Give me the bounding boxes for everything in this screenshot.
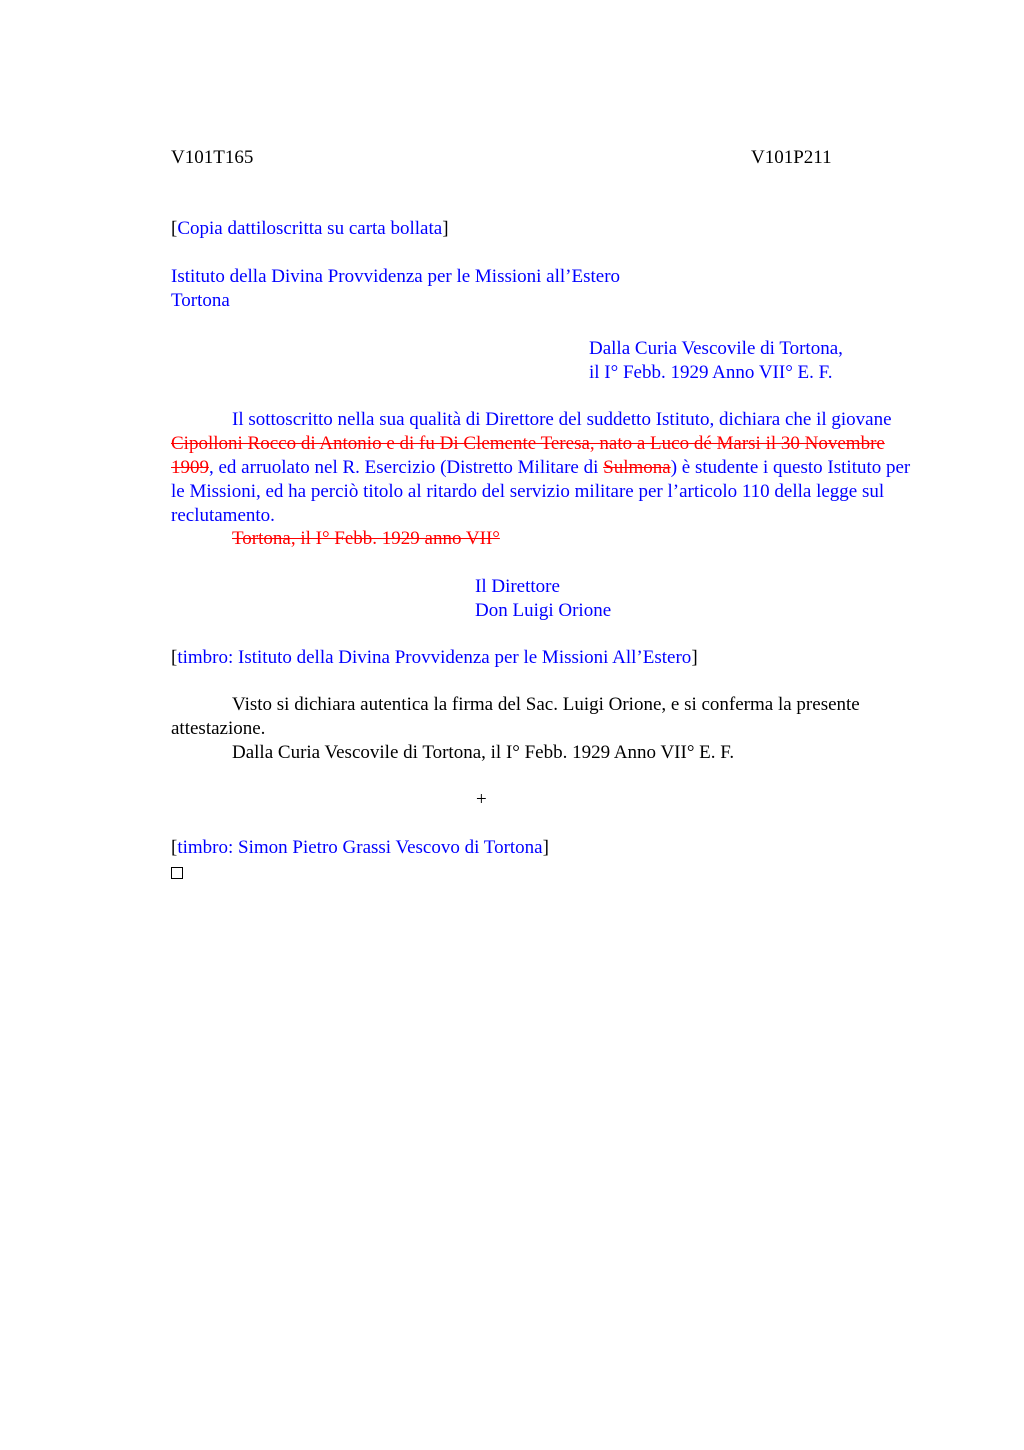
note-text: Copia dattiloscritta su carta bollata [177, 218, 443, 239]
cross-symbol: + [476, 789, 487, 810]
deleted-district: Sulmona [603, 457, 671, 478]
signature-name: Don Luigi Orione [475, 600, 612, 621]
attestation-dateline [232, 741, 992, 765]
declaration-part1: Il sottoscritto nella sua qualità di Direttore del suddetto Istituto, dichiara che il giovane [232, 409, 892, 430]
end-marker [171, 860, 931, 884]
attestation-date-text: Dalla Curia Vescovile di Tortona, il I° Febb. 1929 Anno VII° E. F. [232, 742, 735, 763]
empty-square-icon [171, 867, 183, 879]
header-right-code: V101P211 [751, 147, 832, 168]
stamp-institute-text: timbro: Istituto della Divina Provvidenza per le Missioni All’Estero [177, 647, 692, 668]
stamp-bishop-text: timbro: Simon Pietro Grassi Vescovo di Tortona [177, 837, 543, 858]
signature-block [475, 575, 775, 623]
deleted-date-line [232, 527, 992, 551]
bracket-open: [ [171, 647, 178, 668]
bracket-close: ] [442, 218, 449, 239]
attestation-paragraph [171, 693, 916, 741]
bracket-open: [ [171, 218, 178, 239]
dateline-date: il I° Febb. 1929 Anno VII° E. F. [589, 362, 833, 383]
header-left-code: V101T165 [171, 147, 254, 168]
deleted-date-text: Tortona, il I° Febb. 1929 anno VII° [232, 528, 500, 549]
stamp-bishop [171, 836, 931, 860]
bracket-close: ] [691, 647, 698, 668]
cross-mark [476, 788, 516, 812]
bracket-close: ] [542, 837, 549, 858]
institute-name: Istituto della Divina Provvidenza per le Missioni all’Estero [171, 266, 621, 287]
declaration-part3: ) è studente i questo Istituto per le Missioni, ed ha perciò titolo al ritardo del servizio militare per l’articolo 110 della legge sul reclutamento. [171, 457, 911, 526]
dateline-place: Dalla Curia Vescovile di Tortona, [589, 338, 843, 359]
deleted-name-birth: Cipolloni Rocco di Antonio e di fu Di Clemente Teresa, nato a Luco dé Marsi il 30 Novembre 1909 [171, 433, 885, 478]
bracket-open: [ [171, 837, 178, 858]
stamp-institute [171, 646, 931, 670]
signature-title: Il Direttore [475, 576, 560, 597]
declaration-part2: , ed arruolato nel R. Esercizio (Distretto Militare di [209, 457, 604, 478]
attestation-text: Visto si dichiara autentica la firma del Sac. Luigi Orione, e si conferma la presente attestazione. [171, 694, 860, 739]
declaration-paragraph [171, 408, 916, 528]
transcription-note [171, 217, 931, 241]
institute-city: Tortona [171, 290, 230, 311]
institute-heading [171, 265, 931, 313]
dateline [589, 337, 929, 385]
header-row [171, 146, 931, 170]
